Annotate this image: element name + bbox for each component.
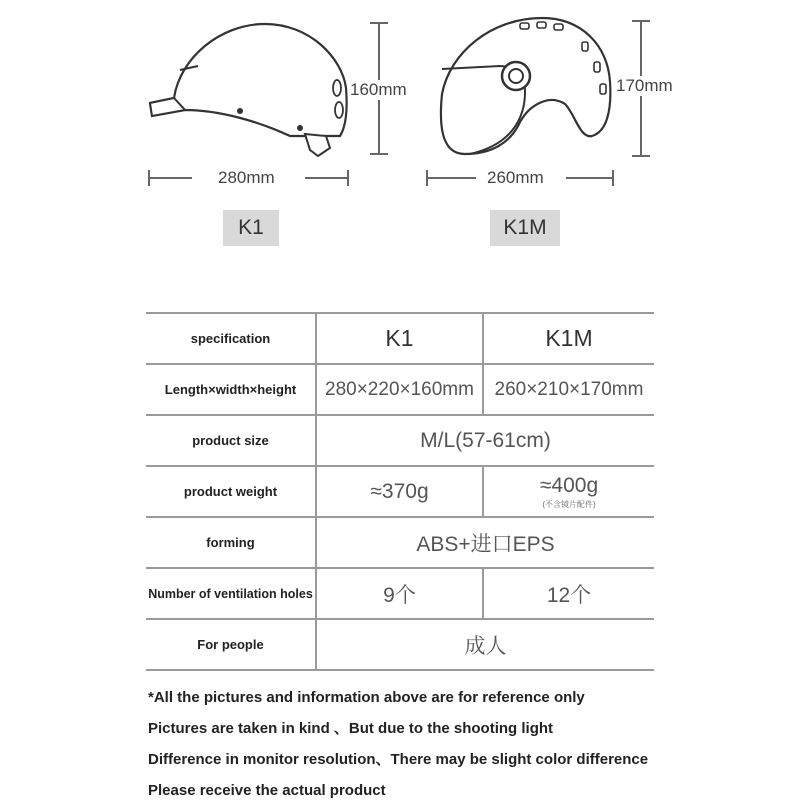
vents-k1m: 12个 [483, 568, 654, 619]
spec-header-k1: K1 [316, 313, 483, 364]
table-row-dimensions [146, 364, 654, 415]
weight-k1: ≈370g [316, 466, 483, 517]
weight-label: product weight [146, 466, 316, 517]
k1m-height-cap-top [632, 20, 650, 22]
table-row-people [146, 619, 654, 670]
k1-height-cap-top [370, 22, 388, 24]
k1m-model-label: K1M [490, 210, 560, 246]
dimensions-k1m: 260×210×170mm [483, 364, 654, 415]
spec-header-label: specification [146, 313, 316, 364]
k1m-helmet-drawing [430, 14, 620, 164]
weight-k1m: ≈400g [539, 473, 599, 497]
spec-header-k1m: K1M [483, 313, 654, 364]
k1-helmet-drawing [140, 18, 360, 168]
k1-length-dimension-line-right [305, 177, 349, 179]
table-row-weight [146, 466, 654, 517]
k1-length-cap-left [148, 170, 150, 186]
k1m-length-cap-left [426, 170, 428, 186]
k1m-height-cap-bottom [632, 155, 650, 157]
k1m-length-value: 260mm [487, 168, 544, 187]
k1-length-cap-right [347, 170, 349, 186]
weight-k1m-cell [483, 466, 654, 517]
k1-length-value: 280mm [218, 168, 275, 187]
dimensions-label: Length×width×height [146, 364, 316, 415]
disclaimer-notes [148, 687, 648, 811]
note-line: Difference in monitor resolution、There may be slight color difference [148, 751, 649, 768]
vents-label: Number of ventilation holes [146, 568, 316, 619]
people-value: 成人 [316, 619, 654, 670]
note-line: Please receive the actual product [148, 782, 386, 799]
table-row-header [146, 313, 654, 364]
k1m-length-dimension-line-left [426, 177, 476, 179]
k1m-length-dimension-line-right [566, 177, 614, 179]
people-label: For people [146, 619, 316, 670]
table-row-forming [146, 517, 654, 568]
specification-table [146, 312, 654, 671]
forming-value: ABS+进口EPS [316, 517, 654, 568]
k1m-length-cap-right [612, 170, 614, 186]
k1-length-dimension-line-left [148, 177, 192, 179]
dimensions-k1: 280×220×160mm [316, 364, 483, 415]
table-row-size [146, 415, 654, 466]
size-label: product size [146, 415, 316, 466]
forming-label: forming [146, 517, 316, 568]
note-line: *All the pictures and information above are for reference only [148, 689, 585, 706]
k1-model-label: K1 [223, 210, 279, 246]
size-value: M/L(57-61cm) [316, 415, 654, 466]
table-row-vents [146, 568, 654, 619]
k1-height-cap-bottom [370, 153, 388, 155]
k1-height-value: 160mm [350, 80, 407, 99]
weight-k1m-note: (不含镜片配件) [542, 499, 596, 509]
note-line: Pictures are taken in kind 、But due to the shooting light [148, 720, 554, 737]
k1m-height-value: 170mm [616, 76, 673, 95]
vents-k1: 9个 [316, 568, 483, 619]
